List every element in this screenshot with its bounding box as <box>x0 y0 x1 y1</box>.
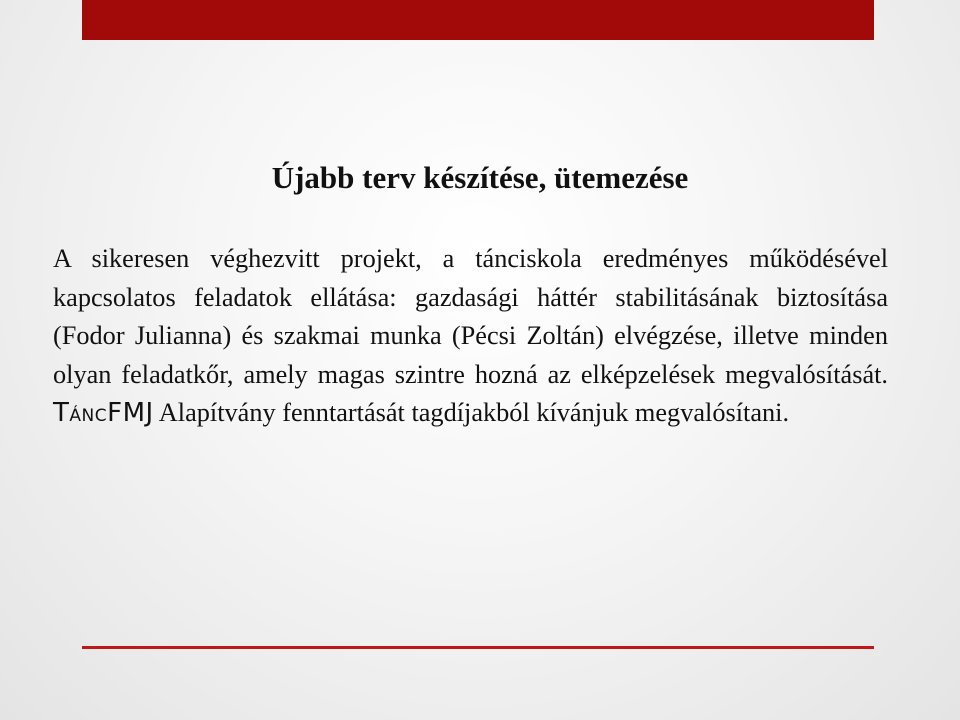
bottom-divider-line <box>82 646 874 649</box>
slide-title: Újabb terv készítése, ütemezése <box>271 160 689 195</box>
brand-letter-t: T <box>53 398 70 428</box>
slide-body-text <box>53 240 888 436</box>
brand-small-caps: ÁNC <box>69 406 108 426</box>
brand-fmj: FMJ <box>107 398 154 428</box>
brand-name <box>53 398 154 428</box>
top-accent-bar <box>82 0 874 40</box>
body-text-end: Alapítvány fenntartását tagdíjakból kívánjuk megvalósítani. <box>158 398 790 427</box>
body-text-main: A sikeresen véghezvitt projekt, a tánciskola eredményes működésével kapcsolatos feladatok ellátása: gazdasági háttér stabilitásának biztosítása (Fodor Julianna) és szakmai munka (Pécsi Zoltán) elvégzése, illetve minden olyan feladatkőr, amely magas szintre hozná az elképzelések megvalósítását. <box>53 244 888 389</box>
